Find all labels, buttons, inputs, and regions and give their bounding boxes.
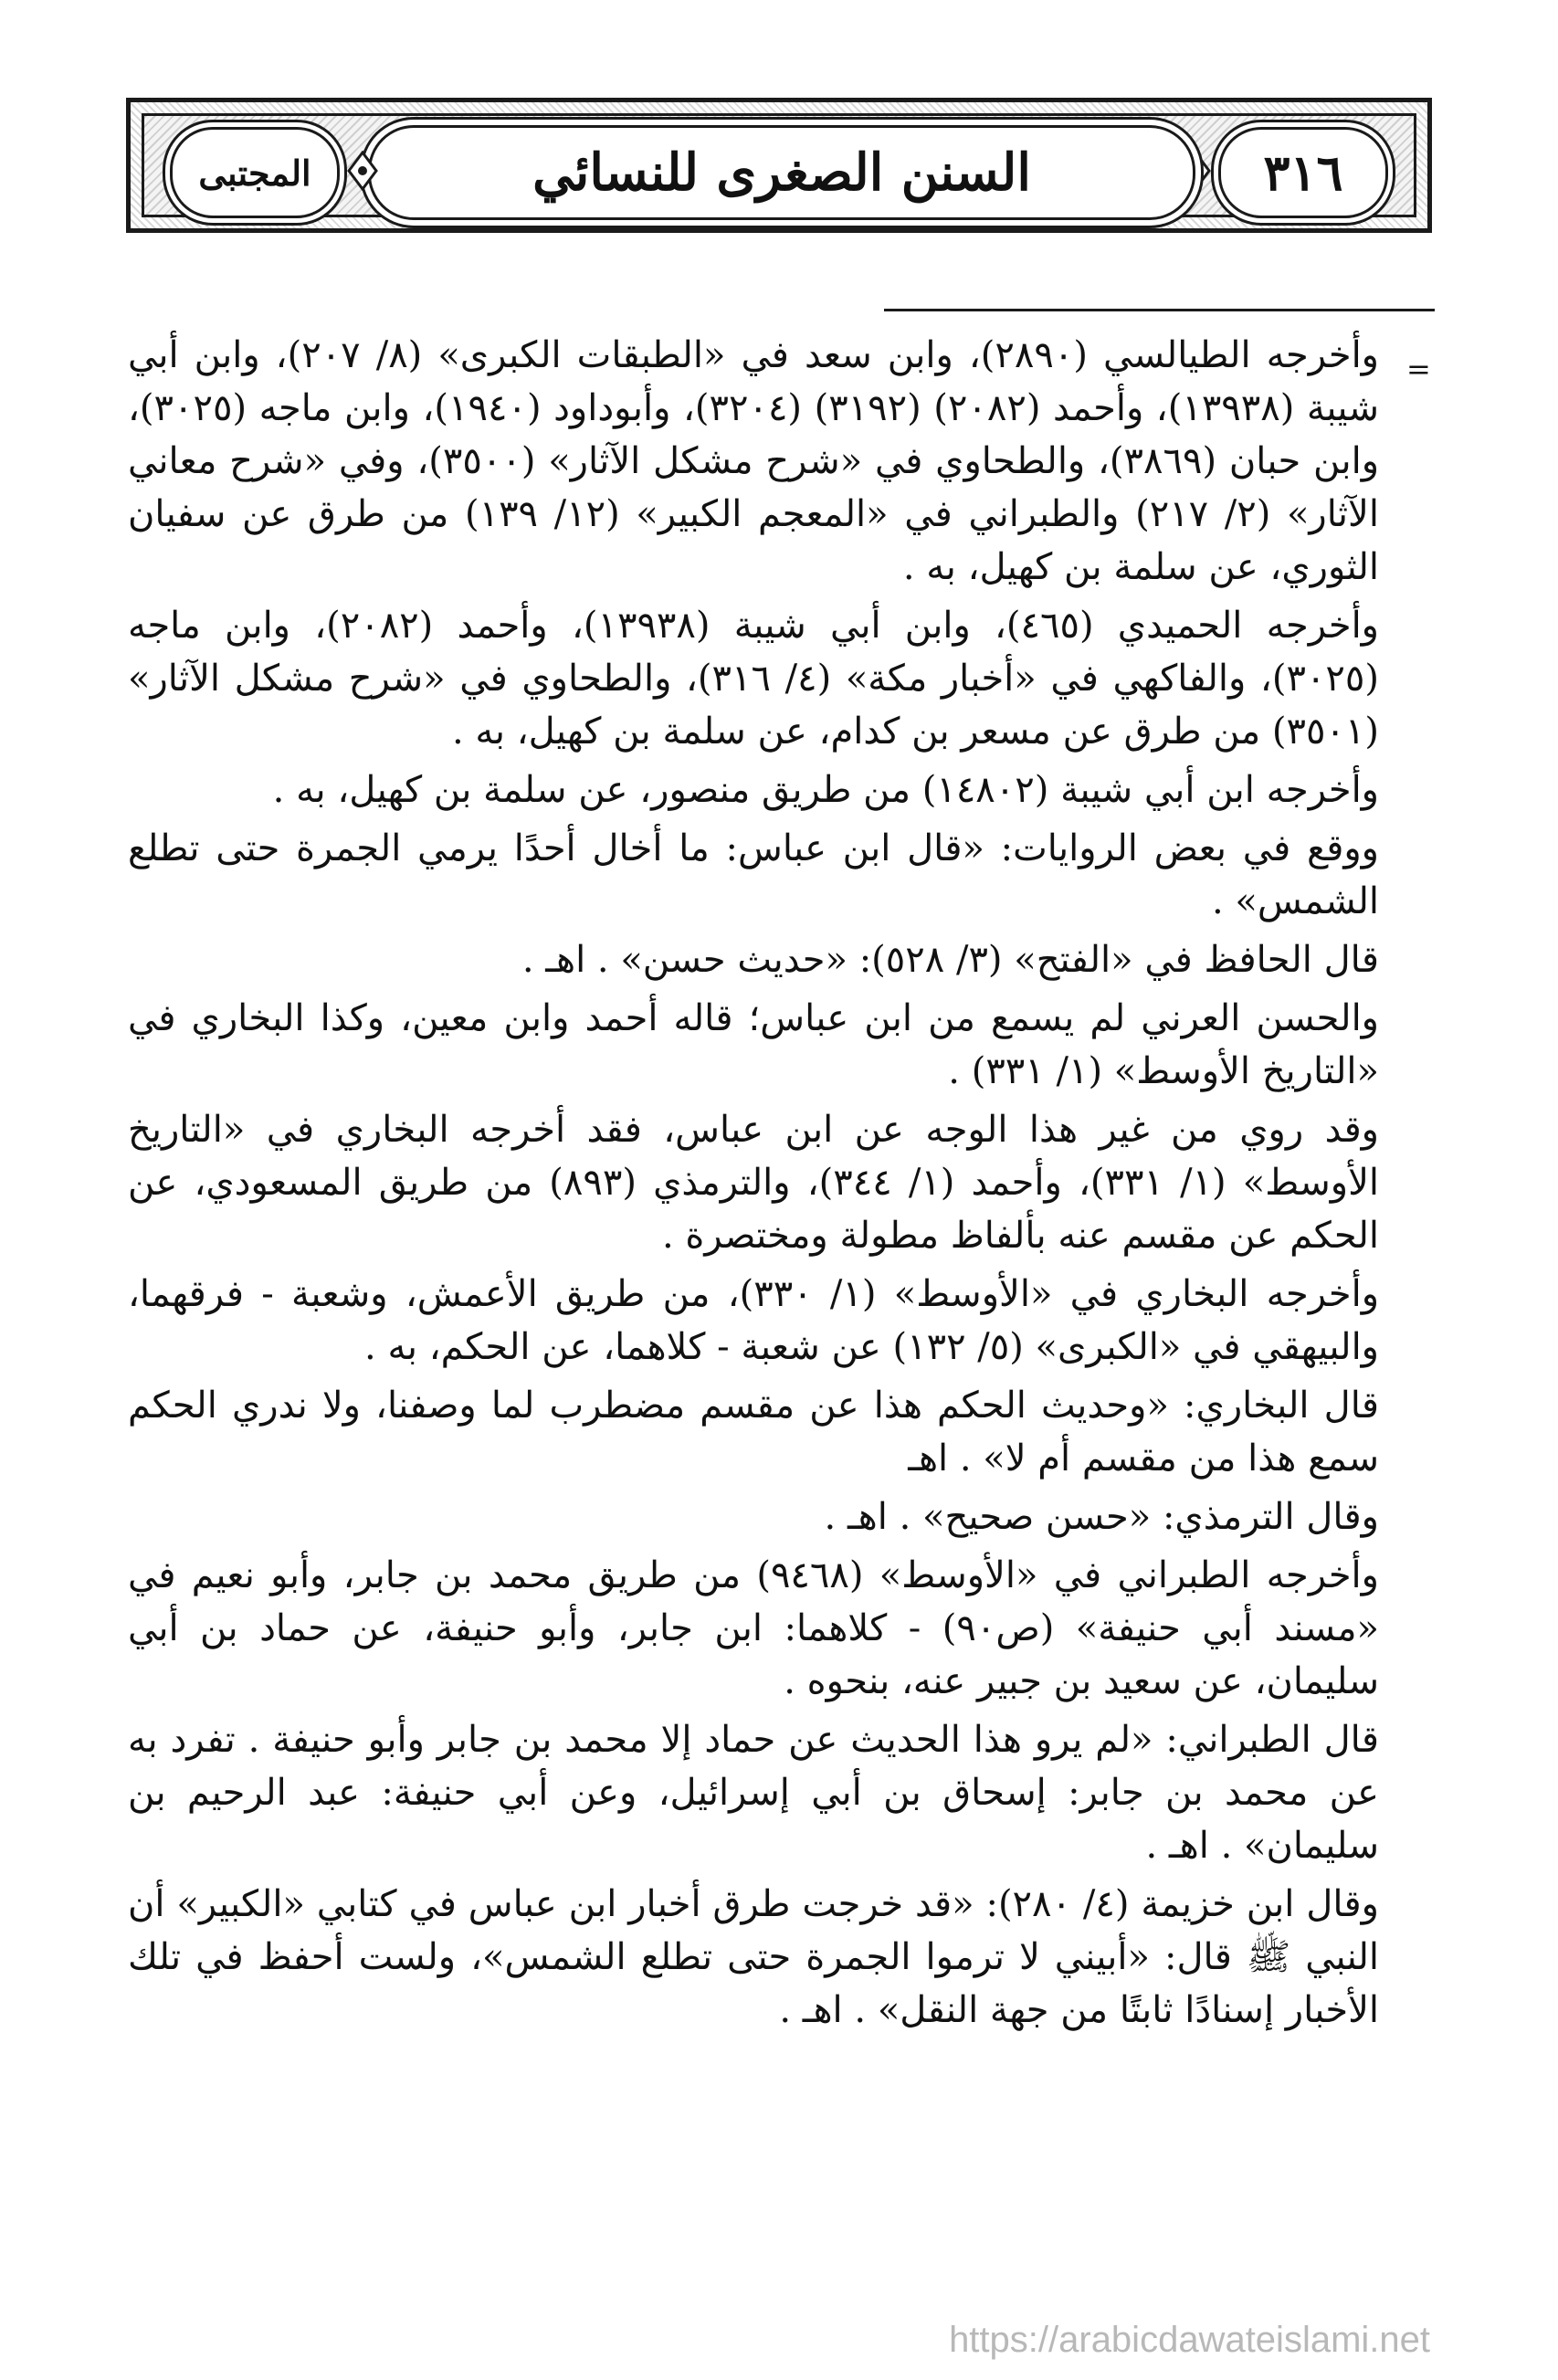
footnote-continuation-marker: = bbox=[1406, 352, 1431, 386]
paragraph: قال الحافظ في «الفتح» (٣/ ٥٢٨): «حديث حسن» . اهـ . bbox=[521, 939, 1379, 981]
paragraph: وقد روي من غير هذا الوجه عن ابن عباس، فقد أخرجه البخاري في «التاريخ الأوسط» (١/ ٣٣١)، وأحمد (١/ ٣٤٤)، والترمذي (٨٩٣) من طريق المسعودي، عن الحكم عن مقسم عنه بألفاظ مطولة ومختصرة . bbox=[128, 1109, 1379, 1257]
paragraph: قال البخاري: «وحديث الحكم هذا عن مقسم مضطرب لما وصفنا، ولا ندري الحكم سمع هذا من مقسم أم لا» . اهـ bbox=[128, 1385, 1379, 1480]
title-cartouche bbox=[368, 125, 1195, 220]
header-border bbox=[142, 113, 1416, 217]
paragraph: وأخرجه الطبراني في «الأوسط» (٩٤٦٨) من طريق محمد بن جابر، وأبو نعيم في «مسند أبي حنيفة» (ص٩٠) - كلاهما: ابن جابر، وأبو حنيفة، عن حماد بن أبي سليمان، عن سعيد بن جبير عنه، بنحوه . bbox=[128, 1554, 1379, 1702]
page-number: ٣١٦ bbox=[1263, 143, 1343, 202]
page-number-badge bbox=[1218, 127, 1388, 218]
paragraph: وأخرجه البخاري في «الأوسط» (١/ ٣٣٠)، من طريق الأعمش، وشعبة - فرقهما، والبيهقي في «الكبرى» (٥/ ١٣٢) عن شعبة - كلاهما، عن الحكم، به . bbox=[128, 1273, 1379, 1368]
footnote-body bbox=[128, 329, 1379, 2292]
page-header bbox=[126, 98, 1432, 233]
paragraph: وأخرجه الطيالسي (٢٨٩٠)، وابن سعد في «الطبقات الكبرى» (٨/ ٢٠٧)، وابن أبي شيبة (١٣٩٣٨)، وأحمد (٢٠٨٢) (٣١٩٢) (٣٢٠٤)، وأبوداود (١٩٤٠)، وابن ماجه (٣٠٢٥)، وابن حبان (٣٨٦٩)، والطحاوي في «شرح مشكل الآثار» (٣٥٠٠)، وفي «شرح معاني الآثار» (٢/ ٢١٧) والطبراني في «المعجم الكبير» (١٢/ ١٣٩) من طرق عن سفيان الثوري، عن سلمة بن كهيل، به . bbox=[128, 334, 1379, 588]
footnote-separator bbox=[884, 309, 1435, 311]
paragraph: والحسن العرني لم يسمع من ابن عباس؛ قاله أحمد وابن معين، وكذا البخاري في «التاريخ الأوسط» (١/ ٣٣١) . bbox=[128, 997, 1379, 1092]
paragraph: قال الطبراني: «لم يرو هذا الحديث عن حماد إلا محمد بن جابر وأبو حنيفة . تفرد به عن محمد بن جابر: إسحاق بن أبي إسرائيل، وعن أبي حنيفة: عبد الرحيم بن سليمان» . اهـ . bbox=[128, 1719, 1379, 1867]
paragraph: وأخرجه ابن أبي شيبة (١٤٨٠٢) من طريق منصور، عن سلمة بن كهيل، به . bbox=[272, 769, 1379, 811]
book-emblem: المجتبى bbox=[198, 152, 311, 194]
paragraph: وقال الترمذي: «حسن صحيح» . اهـ . bbox=[824, 1496, 1379, 1538]
watermark-url: https://arabicdawateislami.net bbox=[949, 2320, 1430, 2360]
paragraph: ووقع في بعض الروايات: «قال ابن عباس: ما أخال أحدًا يرمي الجمرة حتى تطلع الشمس» . bbox=[128, 827, 1379, 922]
paragraph: وأخرجه الحميدي (٤٦٥)، وابن أبي شيبة (١٣٩٣٨)، وأحمد (٢٠٨٢)، وابن ماجه (٣٠٢٥)، والفاكهي في «أخبار مكة» (٤/ ٣١٦)، والطحاوي في «شرح مشكل الآثار» (٣٥٠١) من طرق عن مسعر بن كدام، عن سلمة بن كهيل، به . bbox=[128, 605, 1379, 753]
book-title: السنن الصغرى للنسائي bbox=[532, 142, 1031, 203]
paragraph: وقال ابن خزيمة (٤/ ٢٨٠): «قد خرجت طرق أخبار ابن عباس في كتابي «الكبير» أن النبي ﷺ قال: «أبيني لا ترموا الجمرة حتى تطلع الشمس»، ولست أحفظ في تلك الأخبار إسنادًا ثابتًا من جهة النقل» . اهـ . bbox=[128, 1883, 1379, 2031]
ornament-icon bbox=[347, 151, 378, 191]
book-emblem-badge bbox=[170, 127, 340, 218]
